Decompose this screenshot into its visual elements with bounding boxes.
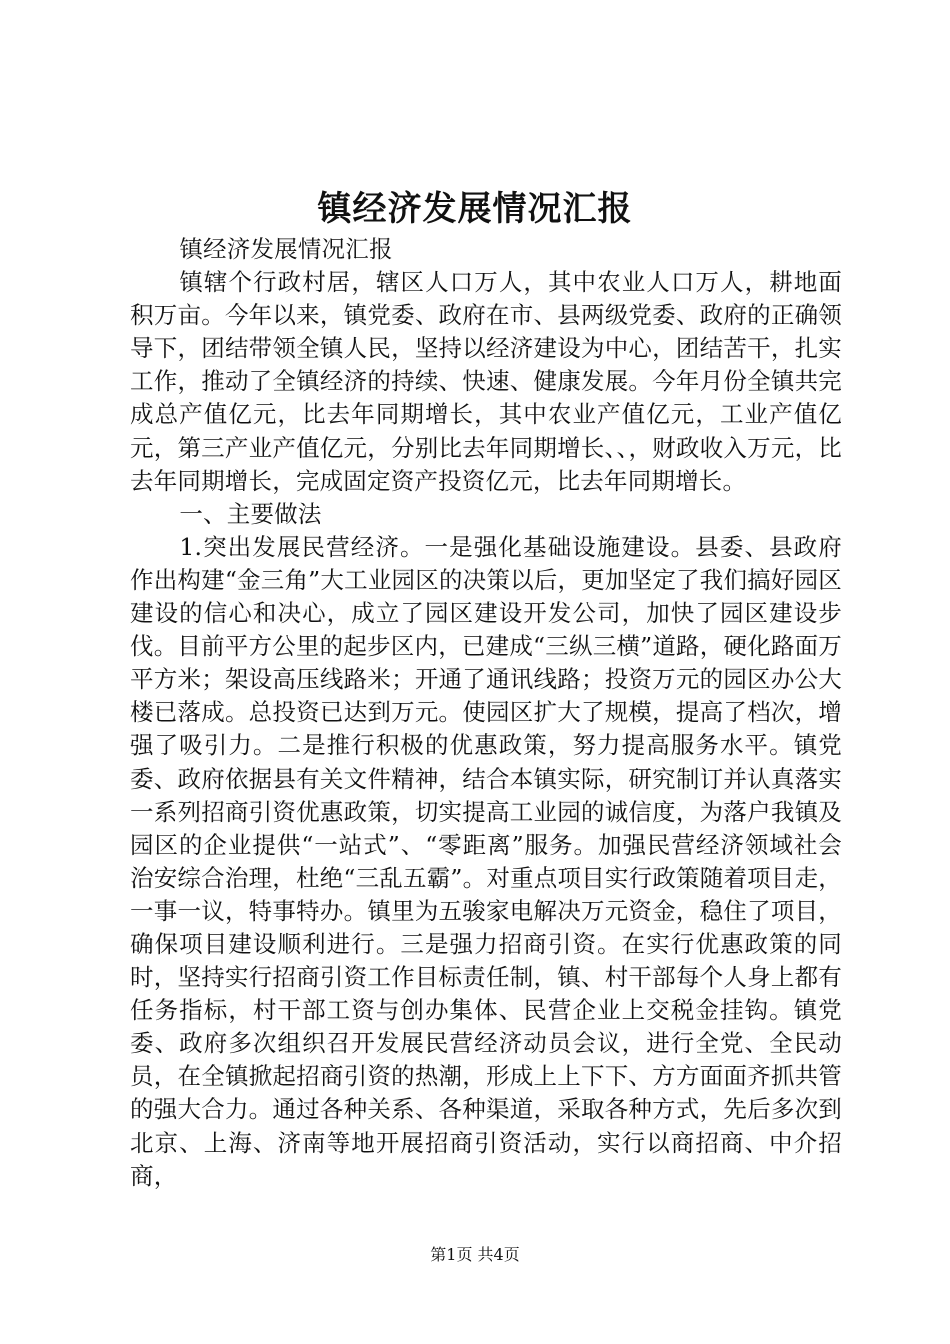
document-body xyxy=(130,233,842,1193)
section-heading: 一、主要做法 xyxy=(179,499,322,528)
page-footer: 第1页 共4页 xyxy=(430,1245,520,1264)
body-paragraph-heading-repeat: 镇经济发展情况汇报 xyxy=(179,235,393,263)
document-title: 镇经济发展情况汇报 xyxy=(317,189,633,229)
body-paragraph-intro: 镇辖个行政村居，辖区人口万人，其中农业人口万人，耕地面积万亩。今年以来，镇党委、政府在市、县两级党委、政府的正确领导下，团结带领全镇人民，坚持以经济建设为中心，团结苦干，扎实工作，推动了全镇经济的持续、快速、健康发展。今年月份全镇共完成总产值亿元，比去年同期增长，其中农业产值亿元，工业产值亿元，第三产业产值亿元，分别比去年同期增长、、，财政收入万元，比去年同期增长，完成固定资产投资亿元，比去年同期增长。 xyxy=(130,268,842,495)
body-paragraph-private-economy: 1.突出发展民营经济。一是强化基础设施建设。县委、县政府作出构建“金三角”大工业园区的决策以后，更加坚定了我们搞好园区建设的信心和决心，成立了园区建设开发公司，加快了园区建设步伐。目前平方公里的起步区内，已建成“三纵三横”道路，硬化路面万平方米；架设高压线路米；开通了通讯线路；投资万元的园区办公大楼已落成。总投资已达到万元。使园区扩大了规模，提高了档次，增强了吸引力。二是推行积极的优惠政策，努力提高服务水平。镇党委、政府依据县有关文件精神，结合本镇实际，研究制订并认真落实一系列招商引资优惠政策，切实提高工业园的诚信度，为落户我镇及园区的企业提供“一站式”、“零距离”服务。加强民营经济领域社会治安综合治理，杜绝“三乱五霸”。对重点项目实行政策随着项目走，一事一议，特事特办。镇里为五骏家电解决万元资金，稳住了项目，确保项目建设顺利进行。三是强力招商引资。在实行优惠政策的同时，坚持实行招商引资工作目标责任制，镇、村干部每个人身上都有任务指标，村干部工资与创办集体、民营企业上交税金挂钩。镇党委、政府多次组织召开发展民营经济动员会议，进行全党、全民动员，在全镇掀起招商引资的热潮，形成上上下下、方方面面齐抓共管的强大合力。通过各种关系、各种渠道，采取各种方式，先后多次到北京、上海、济南等地开展招商引资活动，实行以商招商、中介招商， xyxy=(130,532,842,1190)
